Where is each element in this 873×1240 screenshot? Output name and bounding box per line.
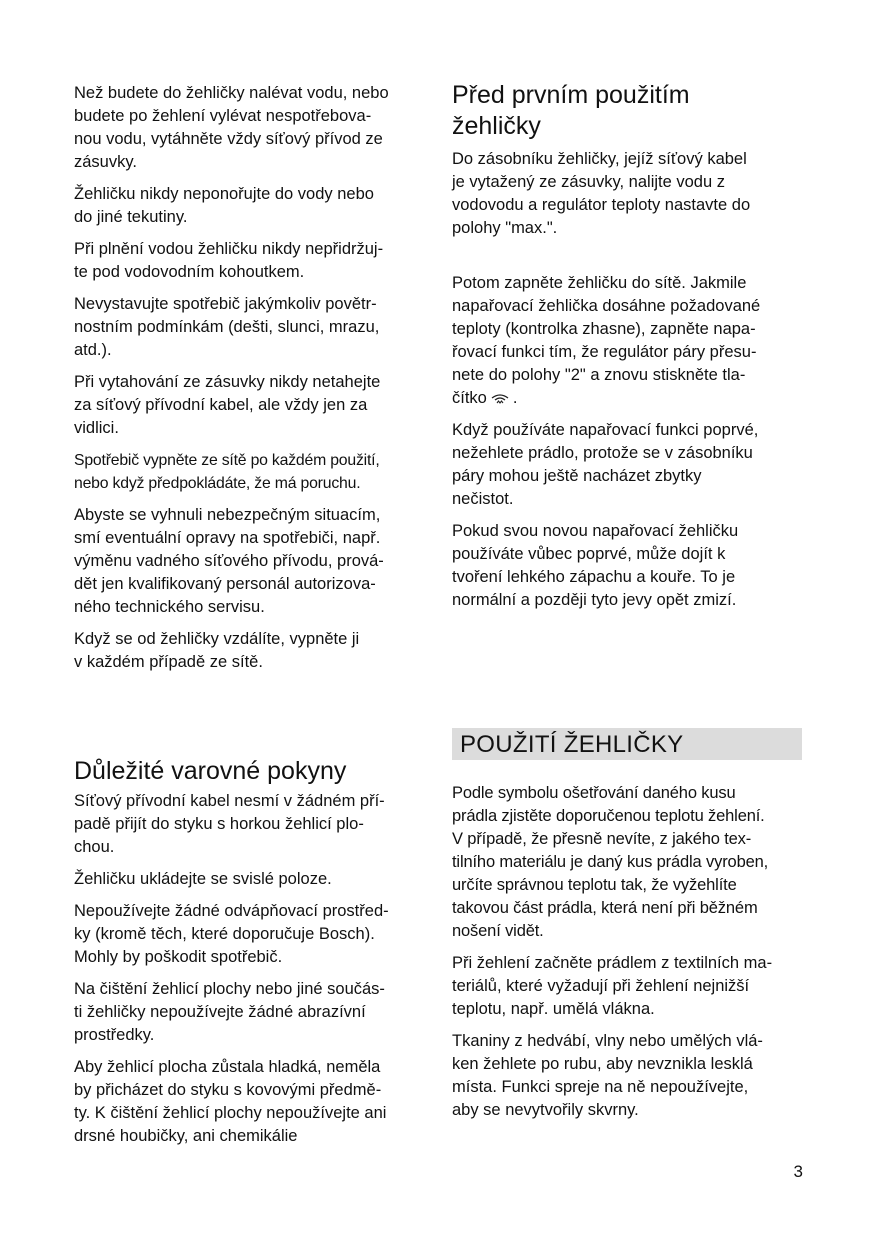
paragraph: Aby žehlicí plocha zůstala hladká, neměla by přicházet do styku s kovovými předmě- ty. K čištění žehlicí plochy nepoužívejte ani drsné houbičky, ani chemikálie [74,1058,387,1145]
paragraph-end: . [512,389,518,407]
paragraph: Když se od žehličky vzdálíte, vypněte ji v každém případě ze sítě. [74,630,360,671]
paragraph: Než budete do žehličky nalévat vodu, nebo budete po žehlení vylévat nespotřebova- nou vodu, vytáhněte vždy síťový přívod ze zásuvky. [74,84,389,171]
paragraph-steam-instruction [452,272,804,410]
paragraph: Na čištění žehlicí plochy nebo jiné součás- ti žehličky nepoužívejte žádné abrazívní prostředky. [74,980,385,1044]
paragraph: Při žehlení začněte prádlem z textilních ma- teriálů, které vyžadují při žehlení nejnižší teplotu, např. umělá vlákna. [452,954,773,1018]
steam-button-icon [489,389,511,405]
paragraph: Do zásobníku žehličky, jejíž síťový kabel je vytažený ze zásuvky, nalijte vodu z vodovodu a regulátor teploty nastavte do polohy "max.". [452,150,751,237]
paragraph: Spotřebič vypněte ze sítě po každém použití, nebo když předpokládáte, že má poruchu. [74,452,380,492]
section-heading: POUŽITÍ ŽEHLIČKY [460,731,684,758]
paragraph: Podle symbolu ošetřování daného kusu prádla zjistěte doporučenou teplotu žehlení. V případě, že přesně nevíte, z jakého tex- tilního materiálu je daný kus prádla vyroben, určíte správnou teplotu tak, že vyžehlíte takovou část prádla, která není při běžném nošení vidět. [452,784,769,940]
paragraph: Nevystavujte spotřebič jakýmkoliv povětr- nostním podmínkám (dešti, slunci, mrazu, atd.). [74,295,380,359]
paragraph: Síťový přívodní kabel nesmí v žádném pří- padě přijít do styku s horkou žehlicí plo- chou. [74,792,385,856]
paragraph: Žehličku ukládejte se svislé poloze. [74,870,332,888]
ironing-section [452,782,804,1131]
paragraph: Tkaniny z hedvábí, vlny nebo umělých vlá- ken žehlete po rubu, aby nevznikla lesklá místa. Funkci spreje na ně nepoužívejte, aby se nevytvořily skvrny. [452,1032,763,1119]
warnings-section [74,756,426,1157]
left-top-section [74,82,426,683]
section-banner [452,728,802,760]
first-use-section [452,80,804,621]
paragraph: Nepoužívejte žádné odvápňovací prostřed- ky (kromě těch, které doporučuje Bosch). Mohly by poškodit spotřebič. [74,902,389,966]
paragraph: Abyste se vyhnuli nebezpečným situacím, smí eventuální opravy na spotřebiči, např. výměnu vadného síťového přívodu, prová- dět jen kvalifikovaný personál autorizova- ného technického servisu. [74,506,384,616]
paragraph: Při plnění vodou žehličku nikdy nepřidržuj- te pod vodovodním kohoutkem. [74,240,384,281]
paragraph: Když používáte napařovací funkci poprvé, nežehlete prádlo, protože se v zásobníku páry mohou ještě nacházet zbytky nečistot. [452,421,759,508]
section-heading: Před prvním použitím žehličky [452,81,690,140]
page-number: 3 [793,1162,803,1181]
paragraph: Při vytahování ze zásuvky nikdy netahejte za síťový přívodní kabel, ale vždy jen za vidlici. [74,373,381,437]
paragraph: Žehličku nikdy neponořujte do vody nebo do jiné tekutiny. [74,185,374,226]
section-heading: Důležité varovné pokyny [74,757,347,785]
paragraph-text: Potom zapněte žehličku do sítě. Jakmile napařovací žehlička dosáhne požadované teploty (kontrolka zhasne), zapněte napa- řovací funkci tím, že regulátor páry přesu- nete do polohy "2" a znovu stiskněte tla- čítko [452,274,761,407]
paragraph: Pokud svou novou napařovací žehličku používáte vůbec poprvé, může dojít k tvoření lehkého zápachu a kouře. To je normální a později tyto jevy opět zmizí. [452,522,739,609]
